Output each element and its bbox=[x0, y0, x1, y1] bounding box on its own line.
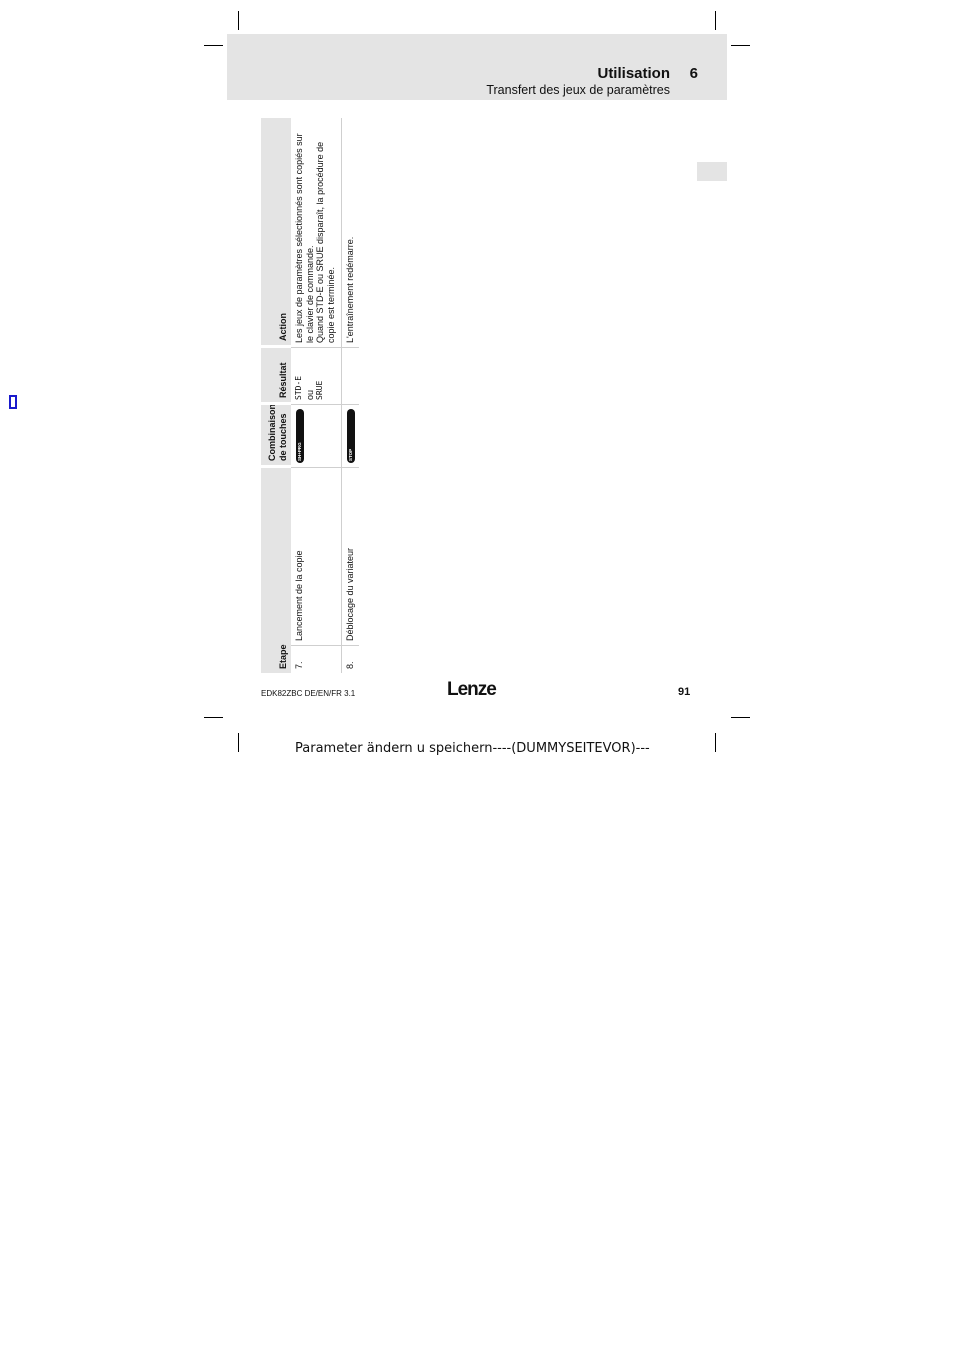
action-line: copie est terminée. bbox=[325, 266, 336, 343]
step-result bbox=[342, 348, 359, 405]
header-desc bbox=[261, 468, 291, 645]
step-number: 7. bbox=[291, 645, 341, 673]
crop-mark bbox=[238, 11, 239, 30]
margin-marker-icon bbox=[9, 395, 17, 409]
result-display-2: SRUE bbox=[315, 380, 324, 400]
document-id: EDK82ZBC DE/EN/FR 3.1 bbox=[261, 689, 356, 698]
procedure-table-rotated bbox=[261, 118, 359, 673]
step-description: Déblocage du variateur bbox=[345, 547, 355, 641]
table-row bbox=[291, 118, 342, 673]
crop-mark bbox=[731, 717, 750, 718]
step-result bbox=[291, 348, 341, 405]
result-or: ou bbox=[304, 389, 315, 400]
crop-mark bbox=[731, 45, 750, 46]
table-header bbox=[261, 118, 291, 673]
header-keys-line1: Combinaison bbox=[267, 403, 277, 461]
key-combination bbox=[342, 405, 359, 468]
shift-prg-key-icon: SH+PRG bbox=[296, 409, 304, 463]
lenze-logo: Lenze bbox=[447, 679, 496, 700]
step-number: 8. bbox=[342, 645, 359, 673]
action-line: le clavier de commande. bbox=[304, 245, 315, 343]
step-action bbox=[291, 118, 341, 348]
chapter-title: Utilisation bbox=[597, 65, 670, 82]
header-action: Action bbox=[261, 118, 291, 348]
page-number: 91 bbox=[678, 686, 691, 698]
crop-mark bbox=[715, 11, 716, 30]
chapter-number: 6 bbox=[689, 65, 698, 82]
crop-mark bbox=[204, 717, 223, 718]
action-line: Quand STD-E ou SRUE disparaît, la procédure de bbox=[315, 141, 325, 343]
table-row bbox=[342, 118, 359, 673]
key-combination bbox=[291, 405, 341, 468]
stop-key-icon: STOP bbox=[347, 409, 355, 463]
section-title: Transfert des jeux de paramètres bbox=[486, 83, 670, 97]
header-step: Etape bbox=[277, 644, 288, 669]
step-action: L'entraînement redémarre. bbox=[342, 118, 359, 348]
header-keys bbox=[261, 405, 291, 468]
header-keys-line2: de touches bbox=[277, 413, 288, 461]
result-display-1: STD-E bbox=[294, 375, 303, 400]
crop-mark bbox=[238, 733, 239, 752]
step-description: Lancement de la copie bbox=[294, 550, 304, 641]
procedure-table bbox=[261, 118, 359, 673]
chapter-tab bbox=[697, 162, 727, 181]
crop-mark bbox=[204, 45, 223, 46]
action-line: Les jeux de paramètres sélectionnés sont copiés sur bbox=[294, 133, 304, 343]
bottom-note: Parameter ändern u speichern----(DUMMYSEITEVOR)--- bbox=[295, 741, 650, 756]
page-header bbox=[227, 34, 727, 100]
header-result: Résultat bbox=[261, 348, 291, 405]
crop-mark bbox=[715, 733, 716, 752]
